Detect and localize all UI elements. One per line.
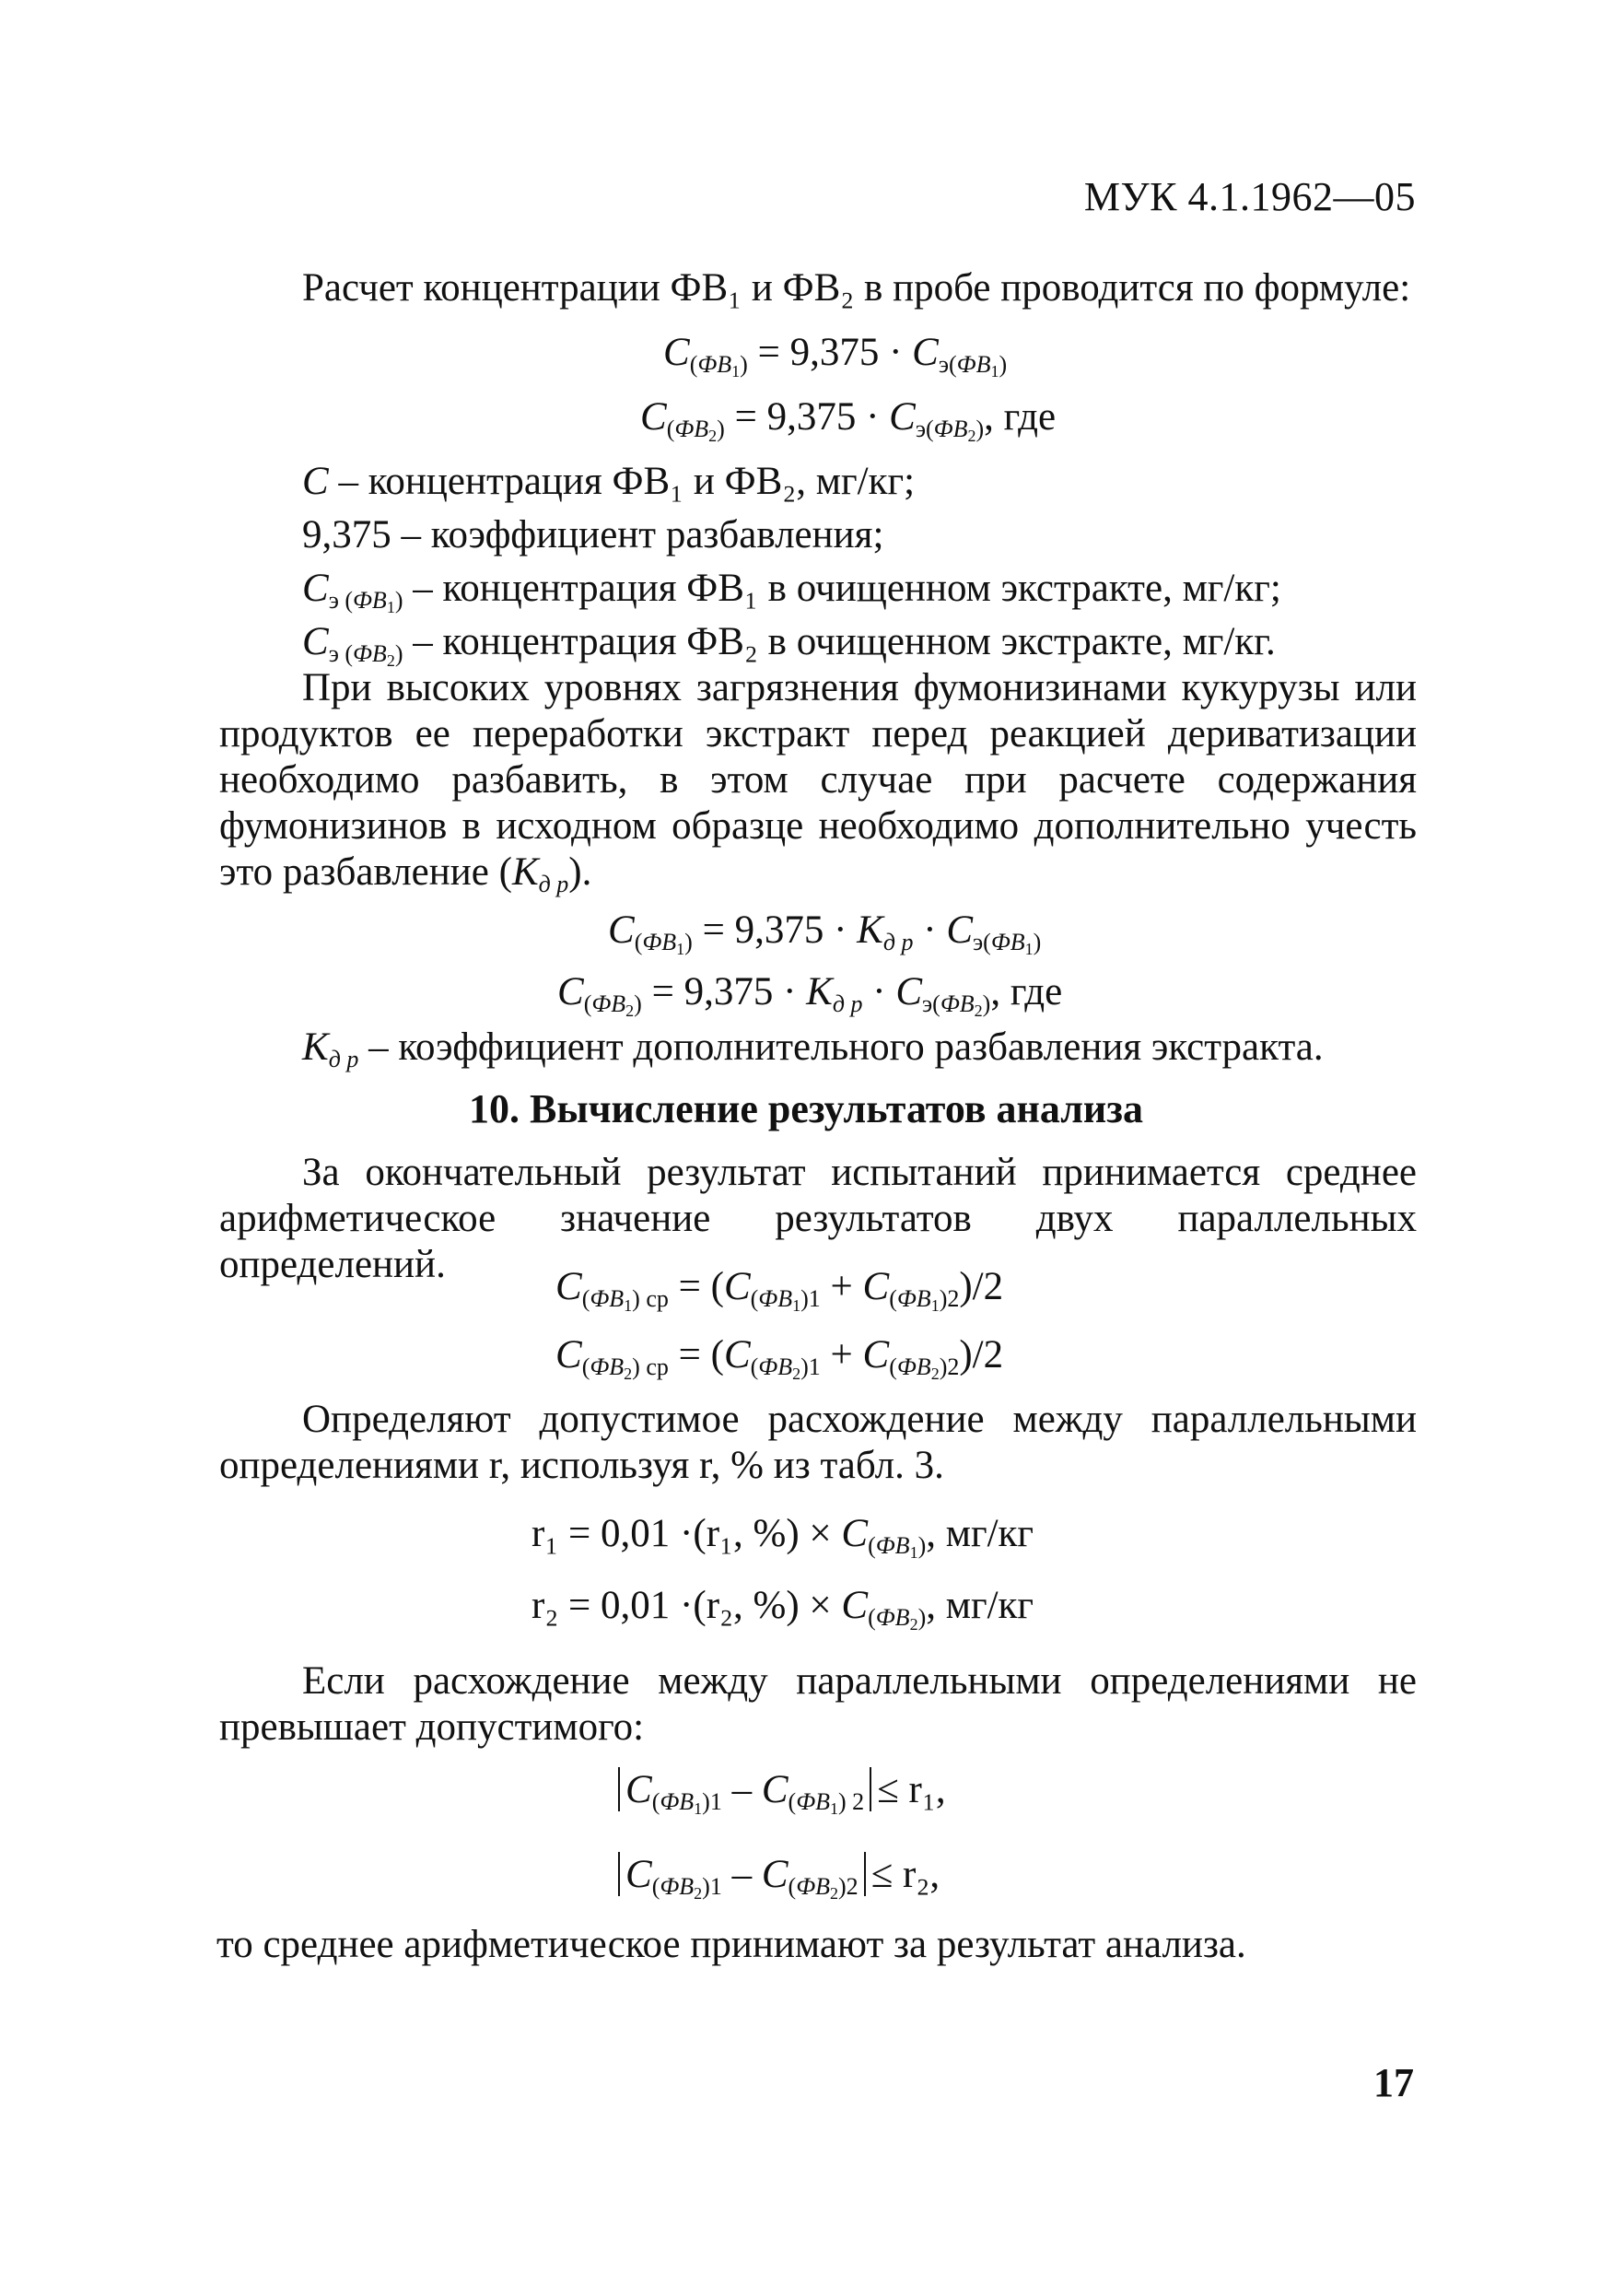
document-header: МУК 4.1.1962—05	[1083, 174, 1416, 219]
paragraph-dilution: При высоких уровнях загрязнения фумонизинами кукурузы или продуктов ее переработки экстракт перед реакцией дериватизации необходимо разбавить, в этом случае при расчете содержания фумонизинов в исходном образце необходимо дополнительно учесть это разбавление $(K_{д р})$.	[219, 666, 1417, 897]
conclusion-text: то среднее арифметическое принимают за результат анализа.	[216, 1923, 1246, 1966]
page-number: 17	[1373, 2060, 1414, 2105]
paragraph-if: Если расхождение между параллельными определениями не превышает допустимого:	[219, 1659, 1417, 1749]
formula-c-fb1: $C_{(ФВ_1)} = 9,375 \cdot C_{э(ФВ_1)}$	[663, 331, 1008, 381]
definition-c: C – концентрация ФВ₁ и ФВ₂, мг/кг;	[302, 460, 916, 503]
formula-avg-fb1: $C_{(ФВ_1) ср} = (C_{(ФВ_1)1} + C_{(ФВ_1)2})/2$	[555, 1265, 1004, 1315]
formula-r1: r₁ = 0,01 ·(r₁, %) × $C_{(ФВ_1)}$, мг/кг	[531, 1512, 1034, 1562]
definition-ce-fb2: $C_{э (ФВ_2)}$ – концентрация ФВ₂ в очищенном экстракте, мг/кг.	[302, 620, 1276, 670]
formula-c-fb1-kdp: $C_{(ФВ_1)} = 9,375 \cdot K_{д р} \cdot C_{э(ФВ_1)}$	[608, 908, 1042, 958]
formula-c-fb2: $C_{(ФВ_2)} = 9,375 \cdot C_{э(ФВ_2)}$, где	[640, 395, 1057, 445]
inequality-fb2: $C_{(ФВ_2)1} - C_{(ФВ_2)2} \le r_2$,	[613, 1852, 940, 1897]
formula-r2: r₂ = 0,01 ·(r₂, %) × $C_{(ФВ_2)}$, мг/кг	[531, 1584, 1034, 1634]
paragraph-r: Определяют допустимое расхождение между параллельными определениями r, используя r, % из табл. 3.	[219, 1398, 1417, 1487]
inequality-fb1: $C_{(ФВ_1)1} - C_{(ФВ_1) 2} \le r_1$,	[613, 1767, 946, 1812]
definition-ce-fb1: $C_{э (ФВ_1)}$ – концентрация ФВ₁ в очищенном экстракте, мг/кг;	[302, 567, 1281, 616]
paragraph-result: За окончательный результат испытаний принимается среднее арифметическое значение результатов двух параллельных определений.	[219, 1151, 1417, 1286]
intro-text: Расчет концентрации ФВ₁ и ФВ₂ в пробе проводится по формуле:	[302, 266, 1411, 310]
formula-c-fb2-kdp: $C_{(ФВ_2)} = 9,375 \cdot K_{д р} \cdot C_{э(ФВ_2)}$, где	[557, 970, 1063, 1020]
section-heading: 10. Вычисление результатов анализа	[469, 1086, 1143, 1131]
formula-avg-fb2: $C_{(ФВ_2) ср} = (C_{(ФВ_2)1} + C_{(ФВ_2)2})/2$	[555, 1333, 1004, 1383]
definition-coefficient: 9,375 – коэффициент разбавления;	[302, 513, 884, 556]
definition-kdp: $K_{д р}$ – коэффициент дополнительного разбавления экстракта.	[302, 1025, 1324, 1072]
